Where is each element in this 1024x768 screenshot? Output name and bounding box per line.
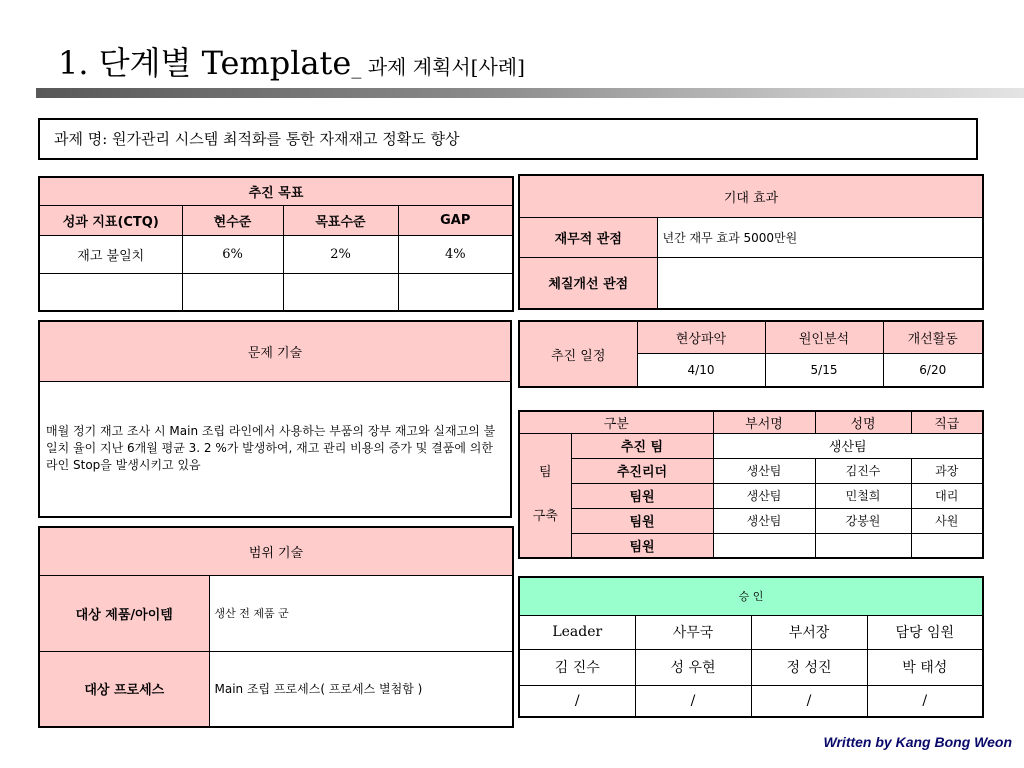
goal-col-target: 목표수준 — [283, 205, 398, 235]
team-dept: 생산팀 — [713, 483, 815, 508]
goal-cell — [283, 273, 398, 311]
goal-cell: 재고 불일치 — [39, 235, 182, 273]
team-rank: 대리 — [911, 483, 983, 508]
team-name: 강봉원 — [815, 508, 911, 533]
team-dept: 생산팀 — [713, 508, 815, 533]
author-footer: Written by Kang Bong Weon — [823, 734, 1012, 750]
schedule-date: 4/10 — [637, 353, 765, 387]
team-role: 팀원 — [571, 483, 713, 508]
scope-table — [38, 526, 514, 728]
approval-sign: / — [635, 685, 751, 717]
approval-sign: / — [867, 685, 983, 717]
team-table — [518, 410, 984, 559]
goal-cell — [39, 273, 182, 311]
page-title-main: 1. 단계별 Template — [58, 44, 352, 82]
approval-sign: / — [519, 685, 635, 717]
schedule-phase: 개선활동 — [883, 321, 983, 353]
approval-role: 담당 임원 — [867, 615, 983, 649]
team-role: 추진 팀 — [571, 433, 713, 458]
goal-cell — [182, 273, 283, 311]
project-name: 과제 명: 원가관리 시스템 최적화를 통한 자재재고 정확도 향상 — [54, 130, 460, 148]
goal-table — [38, 176, 514, 312]
problem-table — [38, 320, 512, 518]
effect-value-culture — [657, 257, 983, 309]
effect-value-finance: 년간 재무 효과 5000만원 — [657, 217, 983, 257]
approval-role: 사무국 — [635, 615, 751, 649]
team-name — [815, 533, 911, 558]
team-col-rank: 직급 — [911, 411, 983, 433]
effect-header: 기대 효과 — [519, 175, 983, 217]
schedule-date: 5/15 — [765, 353, 883, 387]
schedule-table — [518, 320, 984, 388]
schedule-phase: 원인분석 — [765, 321, 883, 353]
title-divider — [36, 88, 1024, 98]
approval-role: Leader — [519, 615, 635, 649]
team-name: 민철희 — [815, 483, 911, 508]
scope-header: 범위 기술 — [39, 527, 513, 575]
team-side-label-2: 구축 — [532, 509, 558, 525]
team-name: 김진수 — [815, 458, 911, 483]
scope-value-product: 생산 전 제품 군 — [209, 575, 513, 651]
team-dept — [713, 533, 815, 558]
project-name-box — [38, 118, 978, 160]
team-role: 추진리더 — [571, 458, 713, 483]
effect-label-finance: 재무적 관점 — [519, 217, 657, 257]
schedule-phase: 현상파악 — [637, 321, 765, 353]
goal-col-gap: GAP — [398, 205, 513, 235]
scope-label-process: 대상 프로세스 — [39, 651, 209, 727]
approval-sign: / — [751, 685, 867, 717]
team-col-category: 구분 — [519, 411, 713, 433]
effect-label-culture: 체질개선 관점 — [519, 257, 657, 309]
team-role: 팀원 — [571, 533, 713, 558]
scope-value-process: Main 조립 프로세스( 프로세스 별첨함 ) — [209, 651, 513, 727]
team-side-label — [519, 433, 571, 558]
team-rank — [911, 533, 983, 558]
goal-col-current: 현수준 — [182, 205, 283, 235]
schedule-date: 6/20 — [883, 353, 983, 387]
problem-header: 문제 기술 — [39, 321, 511, 381]
goal-cell: 6% — [182, 235, 283, 273]
goal-cell — [398, 273, 513, 311]
approval-header: 승 인 — [519, 577, 983, 615]
approval-table — [518, 576, 984, 718]
team-col-name: 성명 — [815, 411, 911, 433]
goal-header: 추진 목표 — [39, 177, 513, 205]
approval-name: 정 성진 — [751, 649, 867, 685]
schedule-label: 추진 일정 — [519, 321, 637, 387]
scope-label-product: 대상 제품/아이템 — [39, 575, 209, 651]
goal-cell: 4% — [398, 235, 513, 273]
team-col-dept: 부서명 — [713, 411, 815, 433]
team-role: 팀원 — [571, 508, 713, 533]
approval-role: 부서장 — [751, 615, 867, 649]
team-rank: 사원 — [911, 508, 983, 533]
effect-table — [518, 174, 984, 310]
team-dept-merged: 생산팀 — [713, 433, 983, 458]
problem-text: 매월 정기 재고 조사 시 Main 조립 라인에서 사용하는 부품의 장부 재고와 실재고의 불일치 율이 지난 6개월 평균 3. 2 %가 발생하여, 재고 관리 비용의 증가 및 결품에 의한 라인 Stop을 발생시키고 있음 — [39, 381, 511, 517]
team-rank: 과장 — [911, 458, 983, 483]
goal-cell: 2% — [283, 235, 398, 273]
page-title — [58, 38, 525, 84]
approval-name: 김 진수 — [519, 649, 635, 685]
approval-name: 성 우현 — [635, 649, 751, 685]
team-dept: 생산팀 — [713, 458, 815, 483]
page-title-sub: _ 과제 계획서[사례] — [351, 55, 525, 79]
goal-col-ctq: 성과 지표(CTQ) — [39, 205, 182, 235]
approval-name: 박 태성 — [867, 649, 983, 685]
team-side-label-1: 팀 — [538, 465, 552, 481]
